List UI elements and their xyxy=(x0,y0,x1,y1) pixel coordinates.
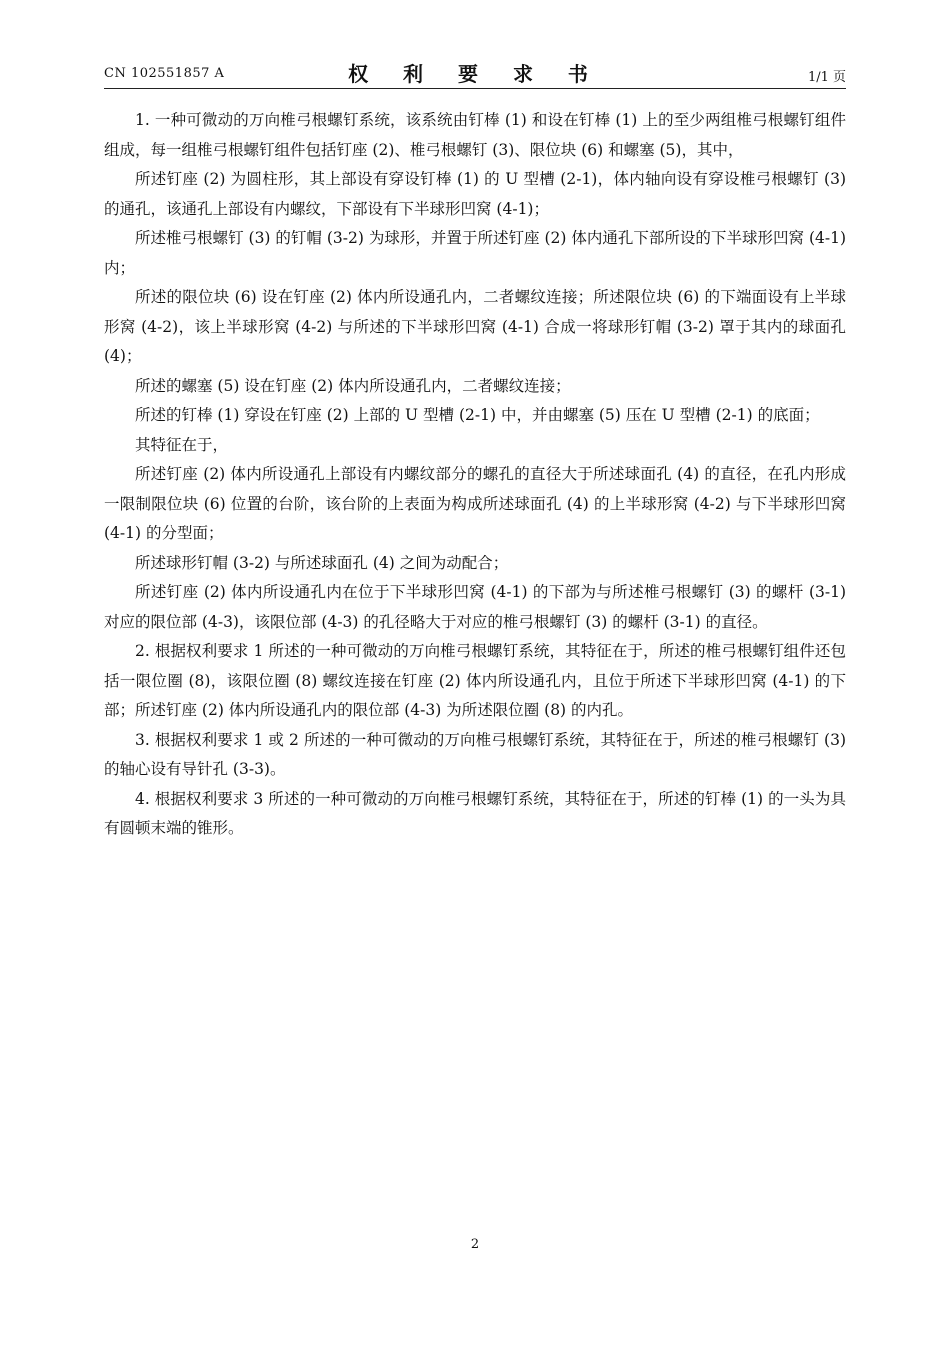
claim-paragraph: 1. 一种可微动的万向椎弓根螺钉系统，该系统由钉棒 (1) 和设在钉棒 (1) 上的至少两组椎弓根螺钉组件组成，每一组椎弓根螺钉组件包括钉座 (2)、椎弓根螺钉 (3)、限位块 (6) 和螺塞 (5)，其中， xyxy=(104,111,846,159)
claim-paragraph: 所述椎弓根螺钉 (3) 的钉帽 (3-2) 为球形，并置于所述钉座 (2) 体内通孔下部所设的下半球形凹窝 (4-1) 内； xyxy=(104,229,846,277)
page-header xyxy=(104,58,846,90)
claim-paragraph: 所述钉座 (2) 为圆柱形，其上部设有穿设钉棒 (1) 的 U 型槽 (2-1)，体内轴向设有穿设椎弓根螺钉 (3) 的通孔，该通孔上部设有内螺纹，下部设有下半球形凹窝 (4-1)； xyxy=(104,170,846,218)
page-number: 2 xyxy=(470,1237,480,1252)
claim-paragraph: 所述的螺塞 (5) 设在钉座 (2) 体内所设通孔内，二者螺纹连接； xyxy=(135,376,571,395)
claim-paragraph: 2. 根据权利要求 1 所述的一种可微动的万向椎弓根螺钉系统，其特征在于，所述的椎弓根螺钉组件还包括一限位圈 (8)，该限位圈 (8) 螺纹连接在钉座 (2) 体内所设通孔内，且位于所述下半球形凹窝 (4-1) 的下部；所述钉座 (2) 体内所设通孔内的限位部 (4-3) 为所述限位圈 (8) 的内孔。 xyxy=(104,642,846,719)
claim-paragraph: 所述的钉棒 (1) 穿设在钉座 (2) 上部的 U 型槽 (2-1) 中，并由螺塞 (5) 压在 U 型槽 (2-1) 的底面； xyxy=(135,406,820,424)
claims-body xyxy=(104,106,846,844)
claim-paragraph: 其特征在于， xyxy=(135,435,229,454)
publication-number: CN 102551857 A xyxy=(104,66,225,81)
claim-paragraph: 4. 根据权利要求 3 所述的一种可微动的万向椎弓根螺钉系统，其特征在于，所述的钉棒 (1) 的一头为具有圆顿末端的锥形。 xyxy=(104,789,846,837)
claim-paragraph: 所述的限位块 (6) 设在钉座 (2) 体内所设通孔内，二者螺纹连接；所述限位块 (6) 的下端面设有上半球形窝 (4-2)，该上半球形窝 (4-2) 与所述的下半球形凹窝 (4-1) 合成一将球形钉帽 (3-2) 罩于其内的球面孔 (4)； xyxy=(104,288,846,365)
claim-paragraph: 所述钉座 (2) 体内所设通孔内在位于下半球形凹窝 (4-1) 的下部为与所述椎弓根螺钉 (3) 的螺杆 (3-1) 对应的限位部 (4-3)，该限位部 (4-3) 的孔径略大于对应的椎弓根螺钉 (3) 的螺杆 (3-1) 的直径。 xyxy=(104,583,846,631)
document-title: 权 利 要 求 书 xyxy=(348,62,602,86)
page-count: 1/1 页 xyxy=(807,70,846,85)
header-divider xyxy=(104,88,846,89)
claim-paragraph: 3. 根据权利要求 1 或 2 所述的一种可微动的万向椎弓根螺钉系统，其特征在于，所述的椎弓根螺钉 (3) 的轴心设有导针孔 (3-3)。 xyxy=(104,730,846,778)
claim-paragraph: 所述钉座 (2) 体内所设通孔上部设有内螺纹部分的螺孔的直径大于所述球面孔 (4) 的直径，在孔内形成一限制限位块 (6) 位置的台阶，该台阶的上表面为构成所述球面孔 (4) 的上半球形窝 (4-2) 与下半球形凹窝 (4-1) 的分型面； xyxy=(104,465,846,542)
claim-paragraph: 所述球形钉帽 (3-2) 与所述球面孔 (4) 之间为动配合； xyxy=(135,553,509,572)
